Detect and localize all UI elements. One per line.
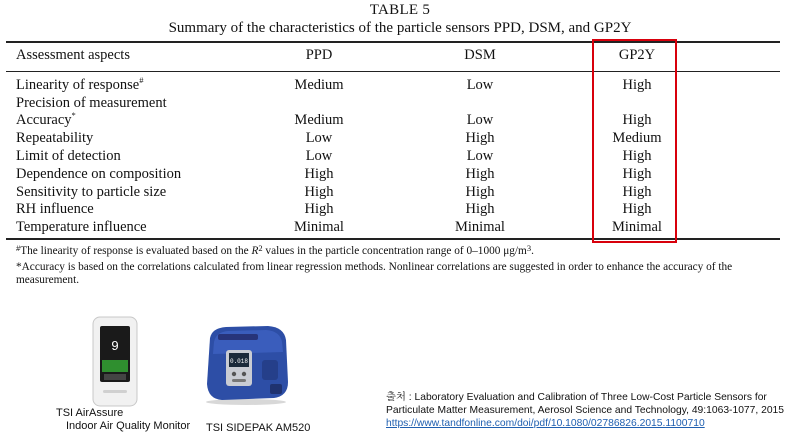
sidepak-label: TSI SIDEPAK AM520	[206, 422, 311, 434]
cell-dsm: Low	[466, 77, 494, 93]
cell-ppd: Medium	[294, 77, 344, 93]
row-aspect: Limit of detection	[16, 148, 121, 164]
row-aspect: Sensitivity to particle size	[16, 184, 167, 200]
row-aspect: RH influence	[16, 201, 94, 217]
source-citation	[386, 391, 786, 430]
source-text: Laboratory Evaluation and Calibration of Three Low-Cost Particle Sensors for Particulate Matter Measurement, Aerosol Science and Technology, 49:1063-1077, 2015	[386, 392, 785, 416]
row-aspect: Dependence on composition	[16, 166, 182, 182]
cell-ppd: Low	[305, 148, 333, 164]
cell-dsm: High	[465, 201, 495, 217]
cell-gp2y: High	[622, 112, 652, 128]
cell-dsm: High	[465, 184, 495, 200]
cell-gp2y: High	[622, 201, 652, 217]
sidepak-device-image	[200, 322, 292, 406]
cell-dsm: Low	[466, 112, 494, 128]
cell-ppd: Medium	[294, 112, 344, 128]
sidepak-screen-value: 0.018	[229, 358, 249, 365]
cell-gp2y: High	[622, 166, 652, 182]
cell-gp2y: High	[622, 77, 652, 93]
cell-ppd: Minimal	[294, 219, 344, 235]
cell-gp2y: High	[622, 184, 652, 200]
airassure-device-image	[90, 316, 140, 408]
row-aspect: Repeatability	[16, 130, 94, 146]
cell-gp2y: Medium	[612, 130, 662, 146]
footnote-accuracy: *Accuracy is based on the correlations calculated from linear regression methods. Nonlinear correlations are suggested in order to enhance the accuracy of the measurement.	[16, 261, 733, 286]
cell-gp2y: Minimal	[612, 219, 662, 235]
cell-ppd: High	[304, 166, 334, 182]
cell-gp2y: High	[622, 148, 652, 164]
footnote-linearity: #The linearity of response is evaluated based on the $R^2$ values in the particle concentration range of 0–1000 $\mu g/m^3$.	[16, 243, 534, 257]
header-ppd: PPD	[305, 47, 333, 63]
row-aspect: Temperature influence	[16, 219, 147, 235]
cell-ppd: Low	[305, 130, 333, 146]
source-link[interactable]: https://www.tandfonline.com/doi/pdf/10.1080/02786826.2015.1100710	[386, 418, 705, 429]
source-prefix: 출처 :	[386, 392, 415, 403]
row-aspect: Linearity of response#	[16, 75, 144, 93]
cell-dsm: Low	[466, 148, 494, 164]
gp2y-highlight-box	[592, 39, 677, 243]
cell-ppd: High	[304, 201, 334, 217]
cell-dsm: High	[465, 130, 495, 146]
cell-dsm: High	[465, 166, 495, 182]
header-gp2y: GP2Y	[618, 47, 656, 63]
cell-ppd: High	[304, 184, 334, 200]
footnote-mark: *	[71, 110, 76, 120]
header-assessment-aspects: Assessment aspects	[16, 47, 130, 63]
airassure-screen-value: 9	[111, 338, 119, 353]
row-aspect: Accuracy*	[16, 110, 76, 128]
cell-dsm: Minimal	[455, 219, 505, 235]
row-aspect: Precision of measurement	[16, 95, 167, 111]
airassure-label: TSI AirAssure Indoor Air Quality Monitor	[56, 407, 191, 432]
table-caption: Summary of the characteristics of the particle sensors PPD, DSM, and GP2Y	[168, 20, 632, 36]
footnote-mark: #	[139, 75, 144, 85]
header-dsm: DSM	[464, 47, 496, 63]
table-number: TABLE 5	[369, 2, 431, 18]
